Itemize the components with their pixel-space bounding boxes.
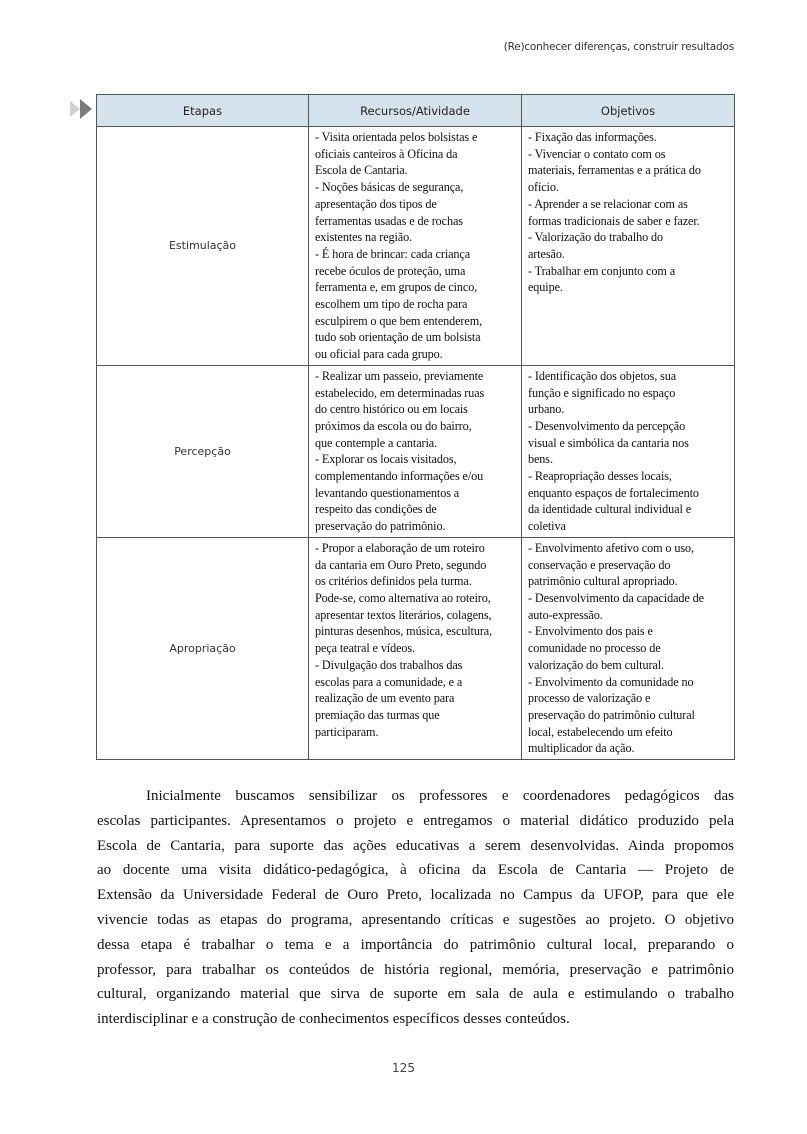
cell-text-line: respeito das condições de [315,502,437,517]
cell-text-line: visual e simbólica da cantaria nos [528,435,689,450]
cell-text-line: Pode-se, como alternativa ao roteiro, [315,590,491,605]
header-etapas: Etapas [97,95,309,127]
paragraph-line: vivencie todas as etapas do programa, apresentando críticas e sugestões ao projeto. O objetivo [97,911,734,928]
cell-text-line: complementando informações e/ou [315,469,484,484]
paragraph-line: cultural, organizando material que sirva de suporte em sala de aula e estimulando o trabalho [97,986,734,1003]
cell-text-line: coletiva [528,519,566,534]
stage-cell: Percepção [97,365,309,537]
arrow-dark-icon [80,99,92,119]
cell-text-line: urbano. [528,402,565,417]
table-row [97,127,735,366]
cell-text-line: - Explorar os locais visitados, [315,452,457,467]
paragraph-line: Escola de Cantaria, para suporte das ações educativas a serem desenvolvidas. Ainda propomos [97,837,734,854]
table-header-row [97,95,735,127]
cell-text-line: realização de um evento para [315,691,455,706]
paragraph-line: Extensão da Universidade Federal de Ouro Preto, localizada no Campus da UFOP, para que ele [97,887,734,904]
cell-text-line: preservação do patrimônio cultural [528,707,695,722]
resources-cell [309,537,522,759]
arrow-light-icon [70,101,80,117]
cell-text-line: valorização do bem cultural. [528,657,664,672]
cell-text-line: - Identificação dos objetos, sua [528,368,677,383]
cell-text-line: escolas para a comunidade, e a [315,674,463,689]
cell-text-line: pinturas desenhos, música, escultura, [315,624,493,639]
cell-text-line: - Vivenciar o contato com os [528,146,666,161]
cell-text-line: formas tradicionais de saber e fazer. [528,213,700,228]
cell-text-line: - Realizar um passeio, previamente [315,368,484,383]
header-recursos: Recursos/Atividade [309,95,522,127]
cell-text-line: que contemple a cantaria. [315,435,438,450]
running-header: (Re)conhecer diferenças, construir resultados [503,41,734,53]
cell-text-line: - Fixação das informações. [528,130,657,144]
cell-text-line: ferramentas usadas e de rochas [315,213,463,228]
cell-text-line: os critérios definidos pela turma. [315,574,472,589]
cell-text-line: ou oficial para cada grupo. [315,347,443,362]
cell-text-line: peça teatral e vídeos. [315,641,415,656]
paragraph-line: interdisciplinar e a construção de conhecimentos específicos desses conteúdos. [97,1011,570,1028]
cell-text-line: ofício. [528,180,559,195]
cell-text-line: patrimônio cultural apropriado. [528,574,678,589]
cell-text-line: - Reapropriação desses locais, [528,469,672,484]
cell-text-line: tudo sob orientação de um bolsista [315,330,481,345]
paragraph-line: dessa etapa é trabalhar o tema e a importância do patrimônio cultural local, preparando o [97,936,734,953]
cell-text-line: - Visita orientada pelos bolsistas e [315,130,478,144]
cell-text-line: participaram. [315,724,379,739]
cell-text-line: escolhem um tipo de rocha para [315,297,468,312]
cell-text-line: - Trabalhar em conjunto com a [528,263,676,278]
cell-text-line: do centro histórico ou em locais [315,402,468,417]
cell-text-line: - Envolvimento da comunidade no [528,674,694,689]
body-paragraph [97,784,734,1032]
cell-text-line: - Propor a elaboração de um roteiro [315,540,485,555]
cell-text-line: - Noções básicas de segurança, [315,180,464,195]
paragraph-line: ao docente uma visita didático-pedagógica, à oficina da Escola de Cantaria — Projeto de [97,862,734,879]
resources-cell [309,365,522,537]
cell-text-line: ferramenta e, em grupos de cinco, [315,280,478,295]
cell-text-line: auto-expressão. [528,607,603,622]
cell-text-line: - Desenvolvimento da percepção [528,418,686,433]
cell-text-line: premiação das turmas que [315,707,440,722]
cell-text-line: estabelecido, em determinadas ruas [315,385,485,400]
resources-cell [309,127,522,366]
cell-text-line: recebe óculos de proteção, uma [315,263,466,278]
stage-cell: Apropriação [97,537,309,759]
objectives-cell [522,365,735,537]
page-number: 125 [392,1061,415,1075]
header-objetivos: Objetivos [522,95,735,127]
cell-text-line: apresentar textos literários, colagens, [315,607,492,622]
double-arrow-right-icon [70,99,96,121]
table-row [97,537,735,759]
cell-text-line: multiplicador da ação. [528,741,635,756]
paragraph-line: escolas participantes. Apresentamos o projeto e entregamos o material didático produzido pela [97,812,734,829]
cell-text-line: artesão. [528,246,565,261]
cell-text-line: comunidade no processo de [528,641,661,656]
objectives-cell [522,127,735,366]
cell-text-line: preservação do patrimônio. [315,519,446,534]
cell-text-line: - Desenvolvimento da capacidade de [528,590,704,605]
cell-text-line: - Aprender a se relacionar com as [528,196,688,211]
stage-cell: Estimulação [97,127,309,366]
cell-text-line: local, estabelecendo um efeito [528,724,673,739]
cell-text-line: bens. [528,452,553,467]
cell-text-line: processo de valorização e [528,691,651,706]
cell-text-line: da identidade cultural individual e [528,502,692,517]
cell-text-line: - Valorização do trabalho do [528,230,664,245]
paragraph-line: professor, para trabalhar os conteúdos de história regional, memória, preservação e patrimônio [97,961,734,978]
paragraph-line: Inicialmente buscamos sensibilizar os professores e coordenadores pedagógicos das [146,788,734,804]
cell-text-line: - Divulgação dos trabalhos das [315,657,463,672]
cell-text-line: apresentação dos tipos de [315,196,437,211]
cell-text-line: equipe. [528,280,563,295]
cell-text-line: conservação e preservação do [528,557,671,572]
cell-text-line: - É hora de brincar: cada criança [315,246,471,261]
cell-text-line: oficiais canteiros à Oficina da [315,146,458,161]
objectives-cell [522,537,735,759]
cell-text-line: Escola de Cantaria. [315,163,408,178]
cell-text-line: materiais, ferramentas e a prática do [528,163,701,178]
table-row [97,365,735,537]
cell-text-line: enquanto espaços de fortalecimento [528,485,699,500]
cell-text-line: - Envolvimento dos pais e [528,624,653,639]
cell-text-line: próximos da escola ou do bairro, [315,418,472,433]
cell-text-line: função e significado no espaço [528,385,676,400]
cell-text-line: existentes na região. [315,230,413,245]
stages-table [96,94,735,760]
cell-text-line: - Envolvimento afetivo com o uso, [528,540,694,555]
cell-text-line: levantando questionamentos a [315,485,460,500]
cell-text-line: esculpirem o que bem entenderem, [315,313,483,328]
cell-text-line: da cantaria em Ouro Preto, segundo [315,557,487,572]
